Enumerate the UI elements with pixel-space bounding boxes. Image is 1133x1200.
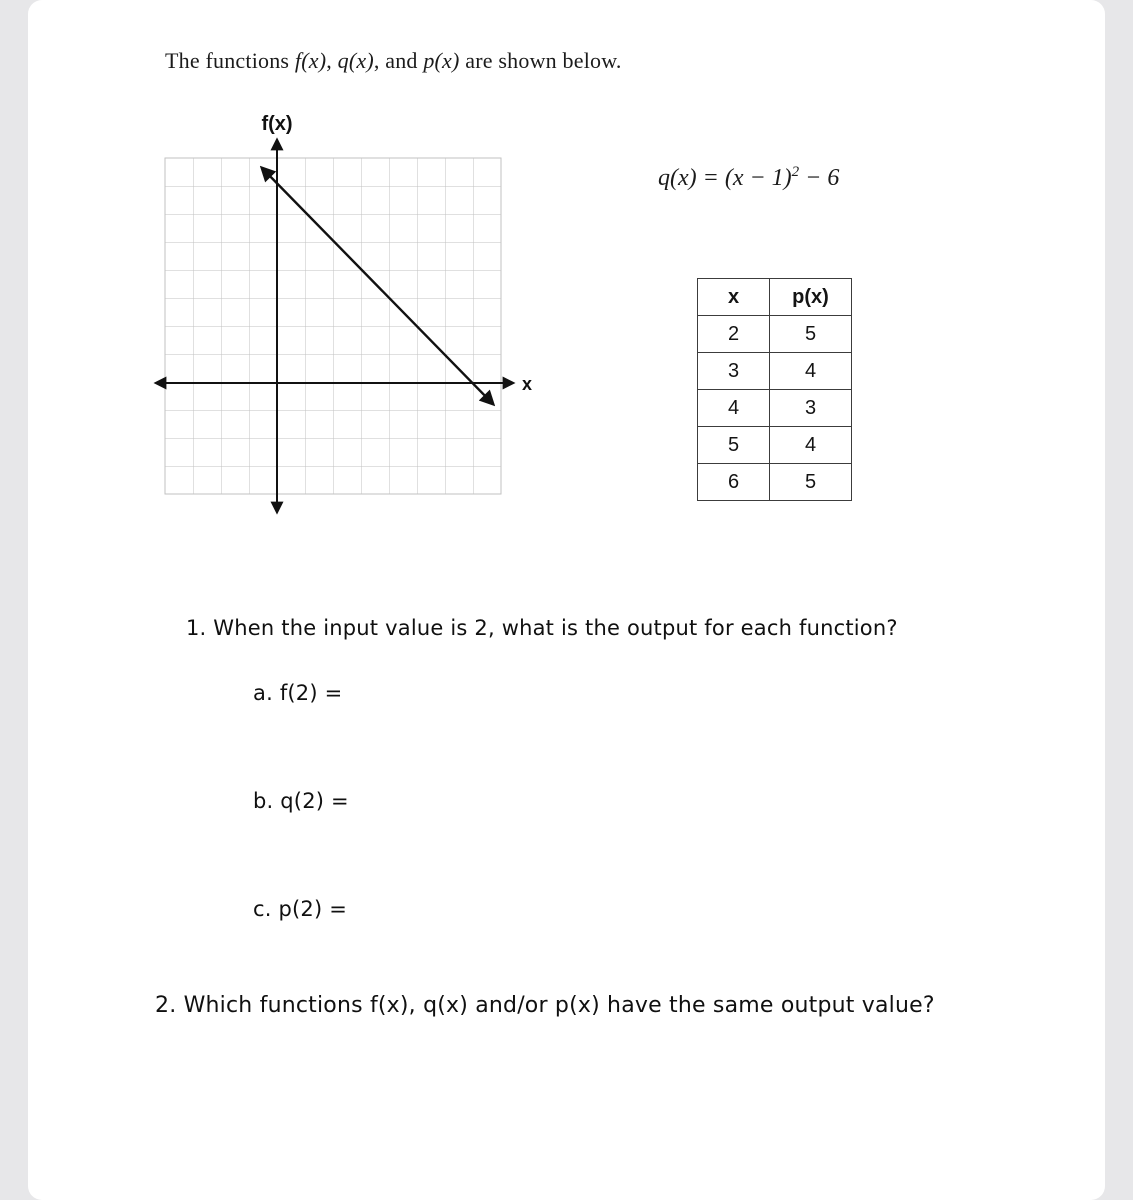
table-cell-x: 2 (698, 316, 770, 353)
table-cell-x: 4 (698, 390, 770, 427)
table-cell-px: 5 (770, 464, 852, 501)
table-cell-x: 6 (698, 464, 770, 501)
table-row (698, 427, 852, 464)
intro-part-3: , and (373, 48, 424, 73)
question-1a: a. f(2) = (253, 681, 343, 705)
intro-text (165, 48, 622, 74)
fx-graph (150, 108, 550, 533)
x-axis-label: x (522, 374, 533, 394)
table-row (698, 464, 852, 501)
intro-qx: q(x) (337, 48, 374, 73)
question-1: 1. When the input value is 2, what is the output for each function? (186, 616, 898, 640)
fx-graph-svg (150, 108, 550, 533)
q-equation (658, 164, 839, 192)
y-axis-label: f(x) (261, 113, 293, 135)
graph-grid (165, 158, 501, 494)
intro-px: p(x) (423, 48, 460, 73)
equation-exponent: 2 (791, 164, 800, 180)
p-table-header-x: x (698, 279, 770, 316)
table-cell-px: 5 (770, 316, 852, 353)
p-table-header-row (698, 279, 852, 316)
table-row (698, 316, 852, 353)
table-row (698, 353, 852, 390)
equation-lhs: q(x) = (x − 1) (658, 165, 792, 191)
intro-fx: f(x) (294, 48, 327, 73)
table-cell-px: 4 (770, 353, 852, 390)
table-cell-px: 3 (770, 390, 852, 427)
worksheet-page (28, 0, 1105, 1200)
p-table-header-px: p(x) (770, 279, 852, 316)
question-1c: c. p(2) = (253, 897, 348, 921)
p-table (697, 278, 852, 501)
table-row (698, 390, 852, 427)
intro-part-4: are shown below. (459, 48, 622, 73)
table-cell-x: 3 (698, 353, 770, 390)
table-cell-px: 4 (770, 427, 852, 464)
table-cell-x: 5 (698, 427, 770, 464)
intro-part-1: The functions (165, 48, 295, 73)
equation-rhs: − 6 (799, 165, 840, 191)
question-1b: b. q(2) = (253, 789, 349, 813)
question-2: 2. Which functions f(x), q(x) and/or p(x) have the same output value? (155, 993, 935, 1018)
intro-part-2: , (326, 48, 338, 73)
